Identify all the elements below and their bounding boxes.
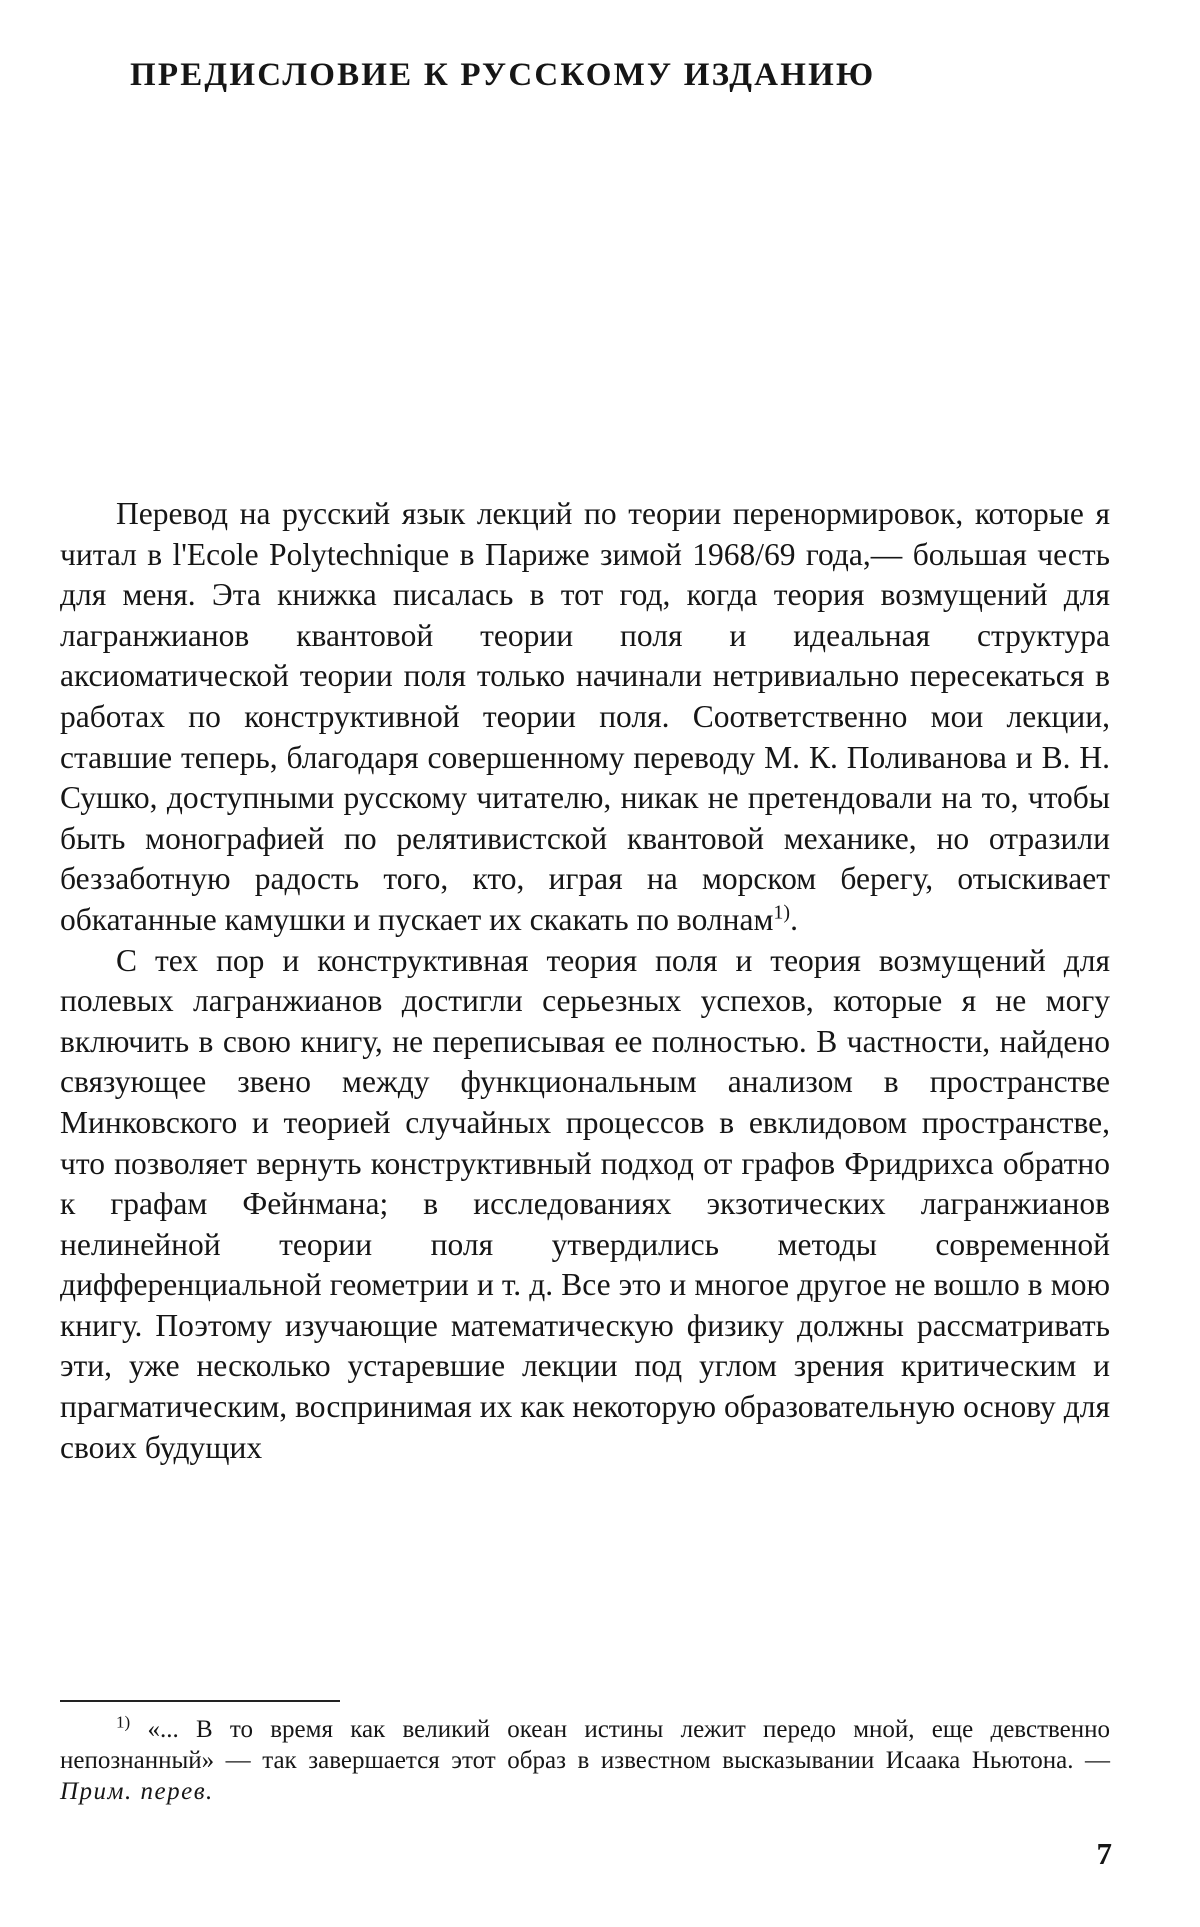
paragraph-1-text: Перевод на русский язык лекций по теории перенормировок, которые я читал в l'Ecole Polytechnique в Париже зимой 1968/69 года,— большая честь для меня. Эта книжка писалась в тот год, когда теория возмущений для лагранжианов квантовой теории поля и идеальная структура аксиоматической теории поля только начинали нетривиально пересекаться в работах по конструктивной теории поля. Соответственно мои лекции, ставшие теперь, благодаря совершенному переводу М. К. Поливанова и В. Н. Сушко, доступными русскому читателю, никак не претендовали на то, чтобы быть монографией по релятивистской квантовой механике, но отразили беззаботную радость того, кто, играя на морском берегу, отыскивает обкатанные камушки и пускает их скакать по волнам [60,496,1110,937]
footnote-text: «... В то время как великий океан истины лежит передо мной, еще девственно непознанный» — так завершается этот образ в известном высказывании Исаака Ньютона. — [60,1716,1111,1774]
footnote-divider [60,1700,340,1702]
paragraph-1 [60,494,1110,941]
paragraph-2 [60,941,1110,1469]
footnote [60,1714,1110,1807]
chapter-heading: ПРЕДИСЛОВИЕ К РУССКОМУ ИЗДАНИЮ [130,57,876,93]
body-text [60,494,1110,1468]
page-number: 7 [1096,1836,1112,1871]
paragraph-1-tail: . [790,901,798,937]
paragraph-2-text: С тех пор и конструктивная теория поля и теория возмущений для полевых лагранжианов достигли серьезных успехов, которые я не могу включить в свою книгу, не переписывая ее полностью. В частности, найдено связующее звено между функциональным анализом в пространстве Минковского и теорией случайных процессов в евклидовом пространстве, что позволяет вернуть конструктивный подход от графов Фридрихса обратно к графам Фейнмана; в исследованиях экзотических лагранжианов нелинейной теории поля утвердились методы современной дифференциальной геометрии и т. д. Все это и многое другое не вошло в мою книгу. Поэтому изучающие математическую физику должны рассматривать эти, уже несколько устаревшие лекции под углом зрения критическим и прагматическим, воспринимая их как некоторую образовательную основу для своих будущих [60,942,1110,1465]
footnote-reference: 1) [773,901,791,924]
translator-note-tag: Прим. перев. [60,1778,214,1805]
footnote-mark: 1) [116,1712,131,1732]
